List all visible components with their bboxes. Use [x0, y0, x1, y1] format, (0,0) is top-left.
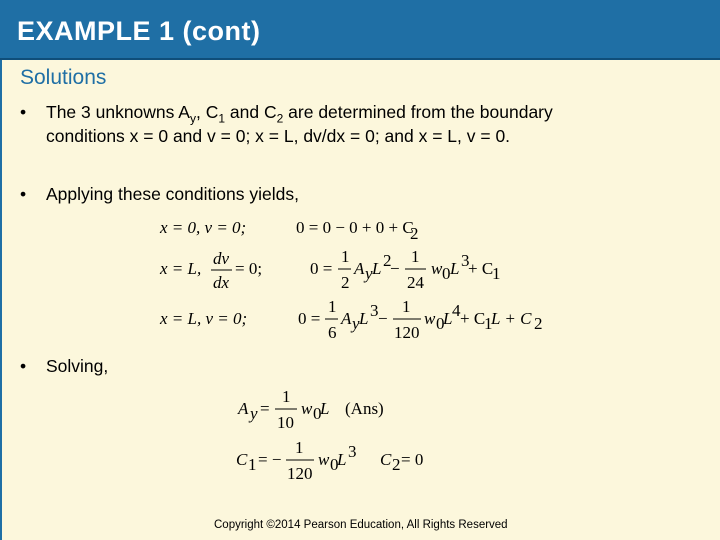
- svg-text:−: −: [390, 259, 400, 278]
- svg-text:A: A: [238, 399, 249, 418]
- svg-text:2: 2: [392, 455, 401, 474]
- svg-text:L: L: [320, 399, 330, 418]
- bullet-solving: • Solving,: [20, 354, 108, 379]
- svg-text:3: 3: [370, 301, 379, 320]
- svg-text:2: 2: [534, 314, 543, 333]
- svg-text:w: w: [318, 450, 330, 469]
- svg-text:L: L: [359, 309, 369, 328]
- svg-text:+ C: + C: [468, 259, 494, 278]
- svg-text:−: −: [378, 309, 388, 328]
- svg-text:(Ans): (Ans): [345, 399, 384, 418]
- svg-text:y: y: [250, 404, 258, 423]
- svg-text:0: 0: [436, 314, 445, 333]
- svg-text:A: A: [354, 259, 365, 278]
- svg-text:1: 1: [248, 455, 257, 474]
- bullet-dot: •: [20, 356, 27, 376]
- svg-text:1: 1: [282, 387, 291, 406]
- solution-ay: [237, 387, 384, 432]
- bullet-unknowns-cont: conditions x = 0 and v = 0; x = L, dv/dx = 0; and x = L, v = 0.: [46, 126, 511, 146]
- svg-text:y: y: [365, 264, 373, 283]
- svg-text:+ C: + C: [460, 309, 486, 328]
- svg-text:120: 120: [394, 323, 420, 342]
- bullet-dot: •: [20, 184, 27, 204]
- svg-text:4: 4: [452, 301, 461, 320]
- svg-text:6: 6: [328, 323, 337, 342]
- svg-text:A: A: [341, 309, 352, 328]
- svg-text:w: w: [301, 399, 313, 418]
- svg-text:w: w: [424, 309, 436, 328]
- svg-text:2: 2: [341, 273, 350, 292]
- svg-text:L: L: [450, 259, 460, 278]
- svg-text:1: 1: [402, 297, 411, 316]
- slide-title: EXAMPLE 1 (cont): [17, 16, 261, 46]
- svg-text:= 0;: = 0;: [235, 259, 263, 278]
- svg-text:0: 0: [442, 264, 451, 283]
- bullet-unknowns: • The 3 unknowns $A_y$, $C_1$ and $C_2$ are determined from the boundary: [20, 102, 553, 126]
- copyright-footer: Copyright ©2014 Pearson Education, All Rights Reserved: [214, 519, 508, 531]
- svg-text:0: 0: [330, 455, 339, 474]
- svg-text:= 0: = 0: [401, 450, 424, 469]
- svg-text:1: 1: [484, 314, 493, 333]
- svg-text:0 = 0 − 0 + 0 + C: 0 = 0 − 0 + 0 + C: [296, 218, 414, 237]
- svg-text:2: 2: [383, 251, 392, 270]
- svg-text:x = L,: x = L,: [160, 259, 202, 278]
- svg-text:w: w: [431, 259, 443, 278]
- svg-text:L: L: [372, 259, 382, 278]
- bullet-dot: •: [20, 102, 27, 122]
- svg-text:1: 1: [411, 247, 420, 266]
- equation-1: [159, 218, 419, 243]
- solution-c1-c2: [236, 438, 423, 483]
- svg-text:1: 1: [492, 264, 501, 283]
- svg-text:dv: dv: [213, 249, 230, 268]
- svg-text:0: 0: [313, 404, 322, 423]
- svg-text:2: 2: [410, 224, 419, 243]
- section-subtitle: Solutions: [20, 66, 107, 89]
- svg-text:=: =: [260, 399, 270, 418]
- svg-text:10: 10: [277, 413, 294, 432]
- svg-text:1: 1: [295, 438, 304, 457]
- svg-text:120: 120: [287, 464, 313, 483]
- svg-text:= −: = −: [258, 450, 282, 469]
- svg-text:L: L: [337, 450, 347, 469]
- equation-2: [159, 247, 501, 292]
- svg-text:0 =: 0 =: [298, 309, 321, 328]
- svg-text:0 =: 0 =: [310, 259, 333, 278]
- svg-text:L: L: [443, 309, 453, 328]
- svg-text:C: C: [236, 450, 248, 469]
- svg-text:L + C: L + C: [491, 309, 532, 328]
- svg-text:24: 24: [407, 273, 424, 292]
- svg-text:3: 3: [348, 442, 357, 461]
- equation-3: [159, 297, 543, 342]
- svg-text:3: 3: [461, 251, 470, 270]
- svg-text:dx: dx: [213, 273, 230, 292]
- svg-text:y: y: [352, 314, 360, 333]
- svg-text:1: 1: [341, 247, 350, 266]
- svg-text:C: C: [380, 450, 392, 469]
- bullet-applying: • Applying these conditions yields,: [20, 182, 299, 207]
- svg-text:x = 0, v = 0;: x = 0, v = 0;: [160, 218, 247, 237]
- svg-text:1: 1: [328, 297, 337, 316]
- svg-text:x = L, v = 0;: x = L, v = 0;: [160, 309, 248, 328]
